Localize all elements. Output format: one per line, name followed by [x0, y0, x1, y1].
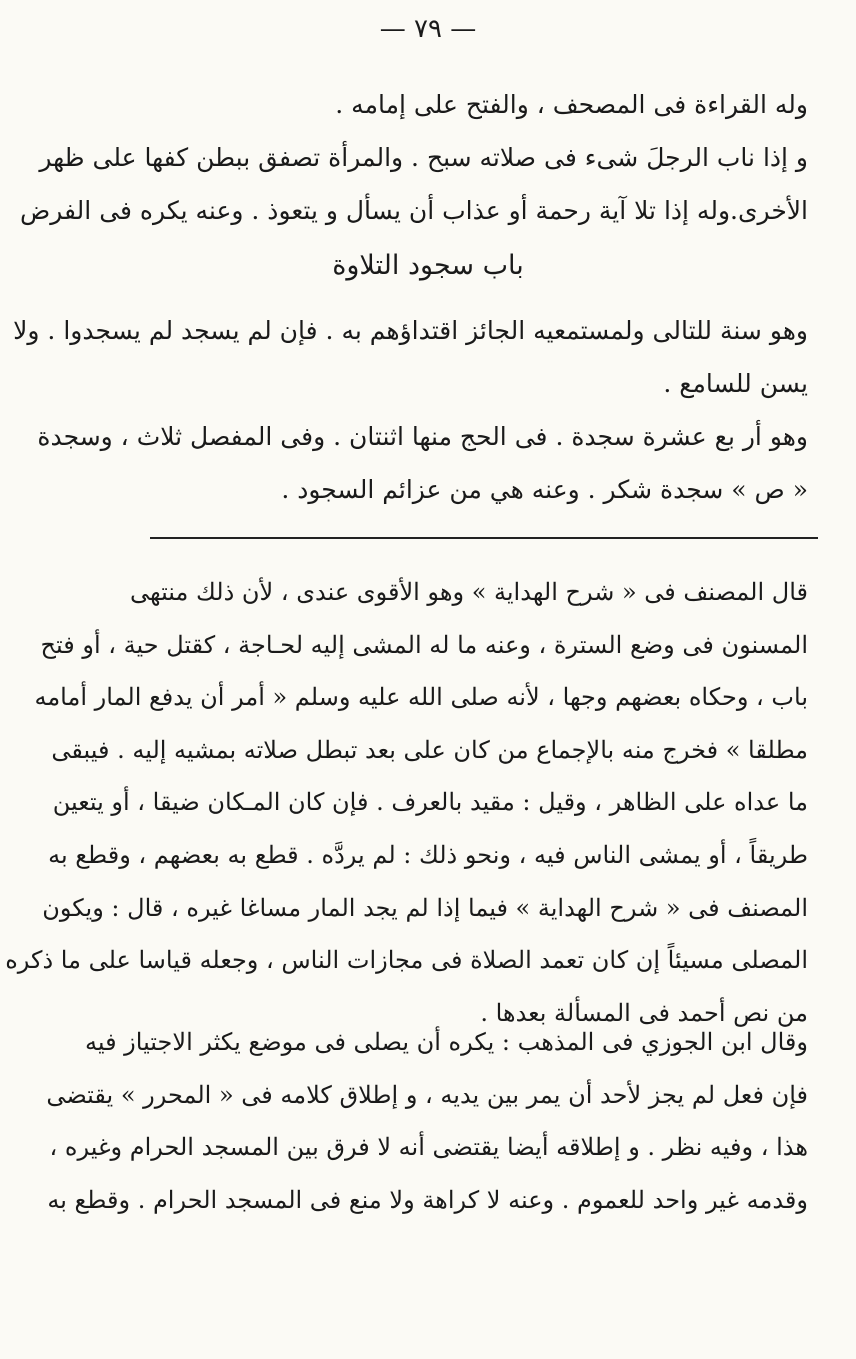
main-text-block-1 [20, 78, 808, 237]
text-line: وله القراءة فى المصحف ، والفتح على إمامه . [335, 90, 808, 119]
text-line: « ص » سجدة شكر . وعنه هي من عزائم السجود . [281, 475, 808, 504]
footnote-line: مطلقا » فخرج منه بالإجماع من كان على بعد تبطل صلاته بمشيه إليه . فيبقى [51, 735, 808, 764]
text-line: وهو سنة للتالى ولمستمعيه الجائز اقتداؤهم به . فإن لم يسجد لم يسجدوا . ولا [13, 316, 808, 345]
footnote-line: المصلى مسيئاً إن كان تعمد الصلاة فى مجازات الناس ، وجعله قياسا على ما ذكره [5, 946, 808, 975]
footnote-divider [150, 537, 818, 539]
section-heading: باب سجود التلاوة [332, 250, 524, 281]
footnote-block-2 [46, 1016, 808, 1226]
footnote-line: قال المصنف فى « شرح الهداية » وهو الأقوى عندى ، لأن ذلك منتهى [130, 578, 808, 606]
footnote-line: المصنف فى « شرح الهداية » فيما إذا لم يجد المار مساغا غيره ، قال : ويكون [42, 893, 808, 922]
footnote-line: ما عداه على الظاهر ، وقيل : مقيد بالعرف . فإن كان المـكان ضيقا ، أو يتعين [52, 788, 808, 817]
main-text-block-3 [37, 410, 808, 516]
main-text-block-2 [13, 304, 808, 410]
footnote-line: هذا ، وفيه نظر . و إطلاقه أيضا يقتضى أنه لا فرق بين المسجد الحرام وغيره ، [49, 1133, 808, 1162]
footnote-line: من نص أحمد فى المسألة بعدها . [480, 998, 808, 1027]
footnote-line: وقدمه غير واحد للعموم . وعنه لا كراهة ولا منع فى المسجد الحرام . وقطع به [47, 1185, 808, 1214]
text-line: وهو أر بع عشرة سجدة . فى الحج منها اثنتان . وفى المفصل ثلاث ، وسجدة [37, 422, 808, 451]
footnote-line: طريقاً ، أو يمشى الناس فيه ، ونحو ذلك : لم يردَّه . قطع به بعضهم ، وقطع به [48, 840, 808, 869]
text-line: يسن للسامع . [663, 369, 808, 398]
footnote-line: فإن فعل لم يجز لأحد أن يمر بين يديه ، و إطلاق كلامه فى « المحرر » يقتضى [46, 1080, 808, 1109]
text-line: الأخرى.وله إذا تلا آية رحمة أو عذاب أن يسأل و يتعوذ . وعنه يكره فى الفرض [20, 196, 808, 225]
footnote-block-1 [5, 566, 808, 1039]
footnote-line: وقال ابن الجوزي فى المذهب : يكره أن يصلى فى موضع يكثر الاجتياز فيه [84, 1028, 808, 1056]
text-line: و إذا ناب الرجلَ شىء فى صلاته سبح . والمرأة تصفق ببطن كفها على ظهر [39, 143, 808, 172]
footnote-line: المسنون فى وضع السترة ، وعنه ما له المشى إليه لحـاجة ، كقتل حية ، أو فتح [40, 630, 808, 659]
footnote-line: باب ، وحكاه بعضهم وجها ، لأنه صلى الله عليه وسلم « أمر أن يدفع المار أمامه [34, 683, 808, 712]
page-number: — ٧٩ — [379, 14, 477, 44]
